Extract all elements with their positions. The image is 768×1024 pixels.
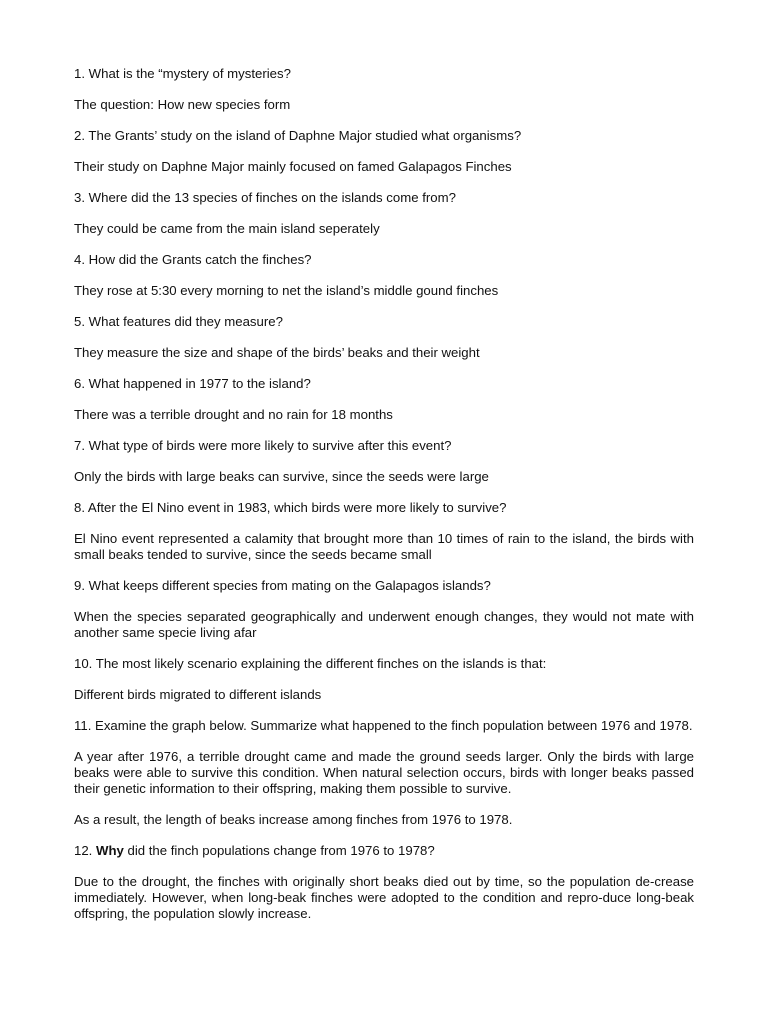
question-7: 7. What type of birds were more likely to survive after this event? [74, 438, 452, 453]
question-12-emphasis: Why [96, 843, 124, 858]
answer-5: They measure the size and shape of the birds’ beaks and their weight [74, 345, 480, 360]
answer-1: The question: How new species form [74, 97, 291, 112]
question-9: 9. What keeps different species from mating on the Galapagos islands? [74, 578, 491, 593]
question-2: 2. The Grants’ study on the island of Daphne Major studied what organisms? [74, 128, 522, 143]
answer-2: Their study on Daphne Major mainly focused on famed Galapagos Finches [74, 159, 512, 174]
answer-12: Due to the drought, the finches with originally short beaks died out by time, so the population de-crease immediately. However, when long-beak finches were adopted to the condition and repro-duce long-beak offspring, the population slowly increase. [74, 874, 694, 921]
question-11: 11. Examine the graph below. Summarize what happened to the finch population between 1976 and 1978. [74, 718, 693, 733]
question-10: 10. The most likely scenario explaining the different finches on the islands is that: [74, 656, 547, 671]
answer-6: There was a terrible drought and no rain for 18 months [74, 407, 393, 422]
question-8: 8. After the El Nino event in 1983, which birds were more likely to survive? [74, 500, 507, 515]
answer-10: Different birds migrated to different islands [74, 687, 322, 702]
question-12 [74, 843, 694, 859]
answer-11-conclusion: As a result, the length of beaks increase among finches from 1976 to 1978. [74, 812, 513, 827]
answer-9: When the species separated geographically and underwent enough changes, they would not mate with another same specie living afar [74, 609, 694, 640]
answer-7: Only the birds with large beaks can survive, since the seeds were large [74, 469, 489, 484]
answer-4: They rose at 5:30 every morning to net the island’s middle gound finches [74, 283, 499, 298]
question-5: 5. What features did they measure? [74, 314, 283, 329]
question-3: 3. Where did the 13 species of finches on the islands come from? [74, 190, 456, 205]
answer-11: A year after 1976, a terrible drought came and made the ground seeds larger. Only the birds with large beaks were able to survive this condition. When natural selection occurs, birds with longer beaks passed their genetic information to their offspring, making them possible to survive. [74, 749, 694, 796]
document-page [74, 66, 694, 937]
question-4: 4. How did the Grants catch the finches? [74, 252, 312, 267]
question-12-suffix: did the finch populations change from 1976 to 1978? [123, 843, 435, 858]
question-1: 1. What is the “mystery of mysteries? [74, 66, 291, 81]
answer-3: They could be came from the main island seperately [74, 221, 380, 236]
question-6: 6. What happened in 1977 to the island? [74, 376, 311, 391]
answer-8: El Nino event represented a calamity that brought more than 10 times of rain to the island, the birds with small beaks tended to survive, since the seeds became small [74, 531, 694, 562]
question-12-prefix: 12. [74, 843, 96, 858]
